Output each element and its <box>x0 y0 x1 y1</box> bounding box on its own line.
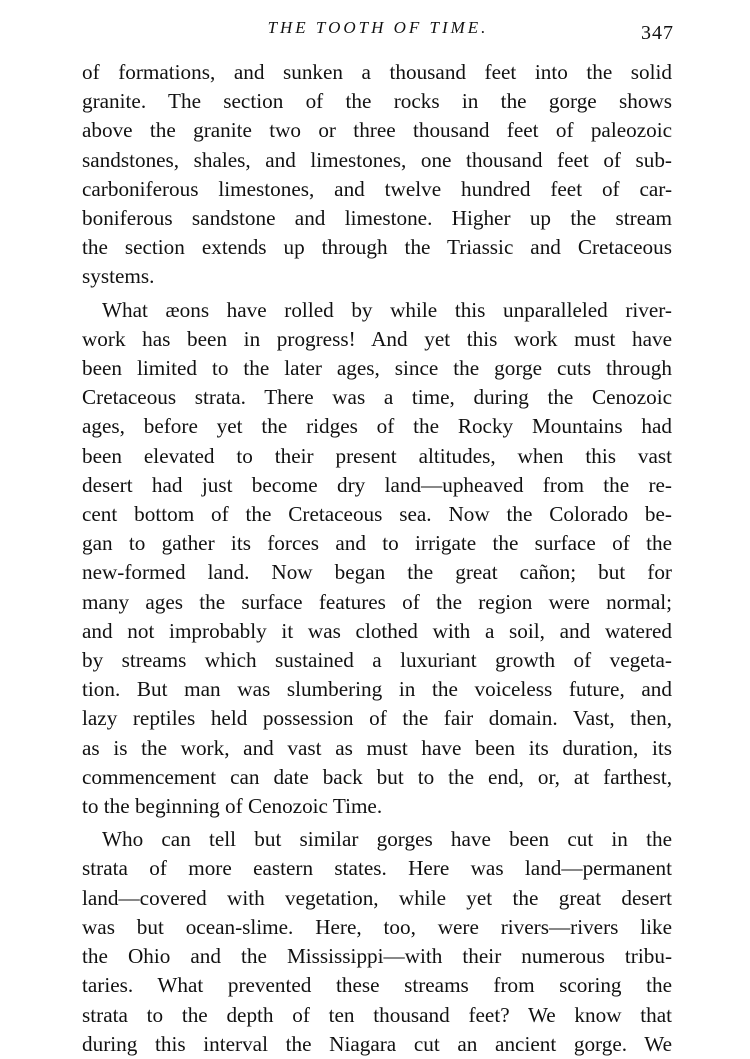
text-line: work has been in progress! And yet this work must have <box>82 326 672 351</box>
text-line: during this interval the Niagara cut an ancient gorge. We <box>82 1031 672 1056</box>
text-line: Who can tell but similar gorges have been cut in the <box>102 827 672 852</box>
text-line: cent bottom of the Cretaceous sea. Now the Colorado be- <box>82 502 672 527</box>
text-line: strata to the depth of ten thousand feet? We know that <box>82 1002 672 1027</box>
text-line: systems. <box>82 264 155 289</box>
paragraph <box>82 58 672 292</box>
running-head <box>82 18 674 48</box>
text-line: carboniferous limestones, and twelve hundred feet of car- <box>82 176 672 201</box>
paragraph <box>82 825 672 1059</box>
page-number: 347 <box>641 22 674 44</box>
text-line: boniferous sandstone and limestone. Higher up the stream <box>82 206 672 231</box>
text-line: granite. The section of the rocks in the gorge shows <box>82 89 672 114</box>
text-line: What æons have rolled by while this unparalleled river- <box>102 297 672 322</box>
text-line: new-formed land. Now began the great cañon; but for <box>82 560 672 585</box>
text-line: and not improbably it was clothed with a soil, and watered <box>82 618 672 643</box>
text-line: Cretaceous strata. There was a time, during the Cenozoic <box>82 385 672 410</box>
text-line: sandstones, shales, and limestones, one thousand feet of sub- <box>82 147 672 172</box>
text-line: was but ocean-slime. Here, too, were rivers—rivers like <box>82 914 672 939</box>
text-line: gan to gather its forces and to irrigate the surface of the <box>82 531 672 556</box>
text-line: of formations, and sunken a thousand feet into the solid <box>82 60 672 84</box>
text-line: taries. What prevented these streams from scoring the <box>82 973 672 998</box>
text-line: commencement can date back but to the end, or, at farthest, <box>82 764 672 789</box>
text-line: strata of more eastern states. Here was land—permanent <box>82 856 672 881</box>
text-line: the Ohio and the Mississippi—with their numerous tribu- <box>82 944 672 969</box>
text-line: many ages the surface features of the region were normal; <box>82 589 672 614</box>
text-line: by streams which sustained a luxuriant growth of vegeta- <box>82 648 672 673</box>
text-line: been elevated to their present altitudes, when this vast <box>82 443 672 468</box>
text-line: ages, before yet the ridges of the Rocky Mountains had <box>82 414 672 439</box>
text-line: above the granite two or three thousand feet of paleozoic <box>82 118 672 143</box>
text-line: been limited to the later ages, since the gorge cuts through <box>82 356 672 381</box>
text-line: as is the work, and vast as must have been its duration, its <box>82 735 672 760</box>
text-line: desert had just become dry land—upheaved from the re- <box>82 472 672 497</box>
text-line: the section extends up through the Triassic and Cretaceous <box>82 235 672 260</box>
running-title: THE TOOTH OF TIME. <box>267 18 489 37</box>
paragraph <box>82 296 672 822</box>
text-line: land—covered with vegetation, while yet the great desert <box>82 885 672 910</box>
text-line: lazy reptiles held possession of the fair domain. Vast, then, <box>82 706 672 731</box>
text-line: to the beginning of Cenozoic Time. <box>82 794 383 819</box>
text-line: tion. But man was slumbering in the voiceless future, and <box>82 677 672 702</box>
body-text <box>82 58 672 1059</box>
